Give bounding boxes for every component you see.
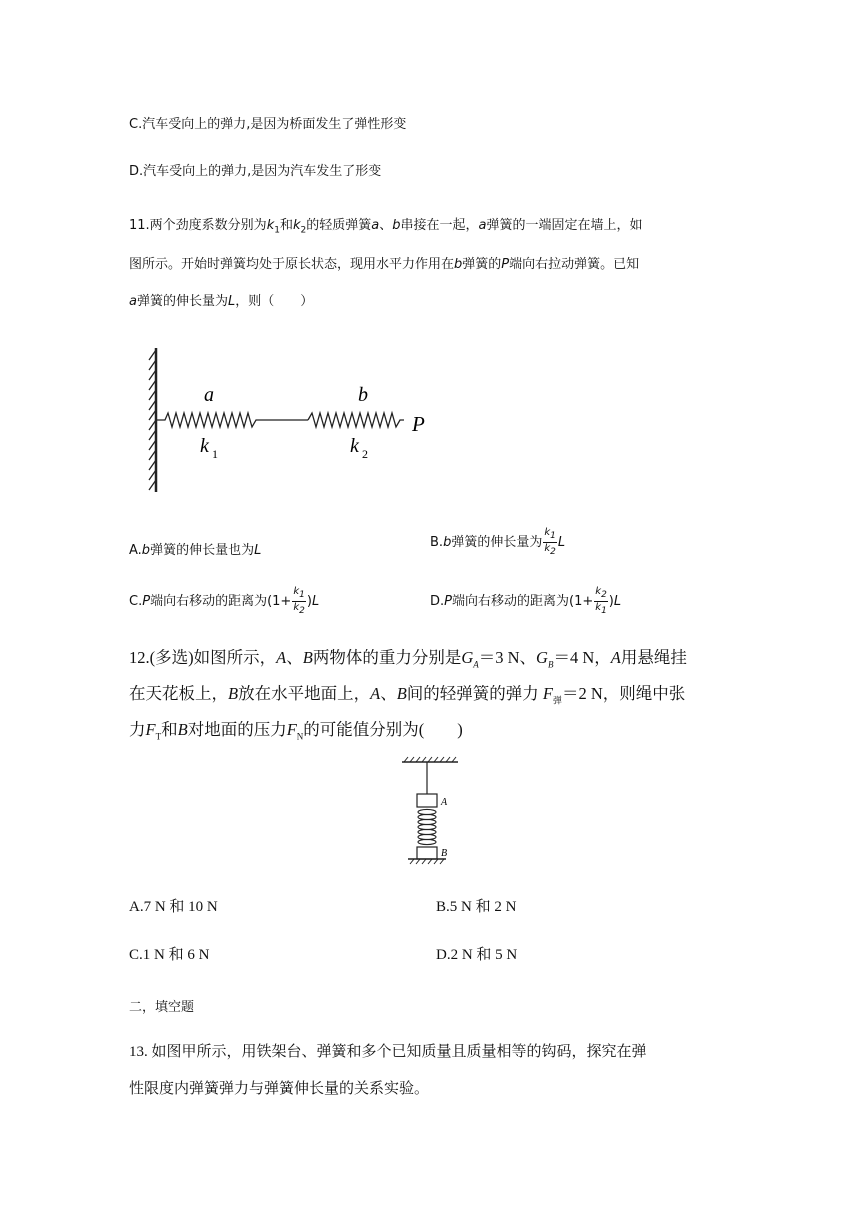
q13-stem-line1: 13. 如图甲所示，用铁架台、弹簧和多个已知质量且质量相等的钩码，探究在弹 bbox=[129, 1044, 647, 1060]
q12-hanging-figure bbox=[398, 756, 468, 868]
q12-stem-line3: 力$F_T$和B对地面的压力$F_N$的可能值分别为( ) bbox=[129, 720, 463, 742]
fig-label-k1: k bbox=[200, 435, 209, 457]
q11-option-b: B.b弹簧的伸长量为 $\frac{k_1}{k_2}$ L bbox=[430, 527, 566, 557]
q12-option-b: B.5 N 和 2 N bbox=[436, 899, 517, 915]
q12-stem-line1: 12.(多选)如图所示，A、B两物体的重力分别是$G_A=3$ N、$G_B=4$ N，A用悬绳挂 bbox=[129, 648, 687, 670]
prev-option-d: D.汽车受向上的弹力,是因为汽车发生了形变 bbox=[129, 164, 382, 179]
block-b bbox=[417, 847, 437, 859]
fig-label-A: A bbox=[441, 797, 448, 808]
svg-text:1: 1 bbox=[212, 447, 218, 461]
q11-option-c: C.P端向右移动的距离为(1+ $\frac{k_1}{k_2}$ )L bbox=[129, 586, 320, 616]
spring-a bbox=[157, 413, 262, 427]
fig-label-b: b bbox=[358, 384, 368, 406]
block-a bbox=[417, 794, 437, 807]
q11-stem-line3: a弹簧的伸长量为L，则（ ） bbox=[129, 294, 314, 309]
q12-stem-line2: 在天花板上，B放在水平地面上，A、B间的轻弹簧的弹力 $F_弹=2$ N，则绳中张 bbox=[129, 684, 686, 706]
q12-option-a: A.7 N 和 10 N bbox=[129, 899, 218, 915]
fig-label-a: a bbox=[204, 384, 214, 406]
q11-option-a: A.b弹簧的伸长量也为L bbox=[129, 543, 262, 558]
q13-stem-line2: 性限度内弹簧弹力与弹簧伸长量的关系实验。 bbox=[129, 1081, 430, 1097]
q11-stem-line1: 11.两个劲度系数分别为$k_1$和$k_2$的轻质弹簧a、b串接在一起，a弹簧的一端固定在墙上，如 bbox=[129, 218, 643, 236]
q11-option-d: D.P端向右移动的距离为(1+ $\frac{k_2}{k_1}$ )L bbox=[430, 586, 622, 616]
prev-option-c: C.汽车受向上的弹力,是因为桥面发生了弹性形变 bbox=[129, 117, 407, 132]
q12-option-c: C.1 N 和 6 N bbox=[129, 947, 210, 963]
fig-label-B: B bbox=[441, 848, 448, 859]
q11-spring-figure bbox=[140, 340, 450, 500]
section-heading-fill-in: 二，填空题 bbox=[129, 1000, 195, 1015]
q12-option-d: D.2 N 和 5 N bbox=[436, 947, 518, 963]
spring-b bbox=[308, 413, 404, 427]
q11-stem-line2: 图所示。开始时弹簧均处于原长状态，现用水平力作用在b弹簧的P端向右拉动弹簧。已知 bbox=[129, 257, 640, 272]
svg-text:2: 2 bbox=[362, 447, 368, 461]
fig-label-p: P bbox=[412, 412, 425, 436]
fig-label-k2: k bbox=[350, 435, 359, 457]
